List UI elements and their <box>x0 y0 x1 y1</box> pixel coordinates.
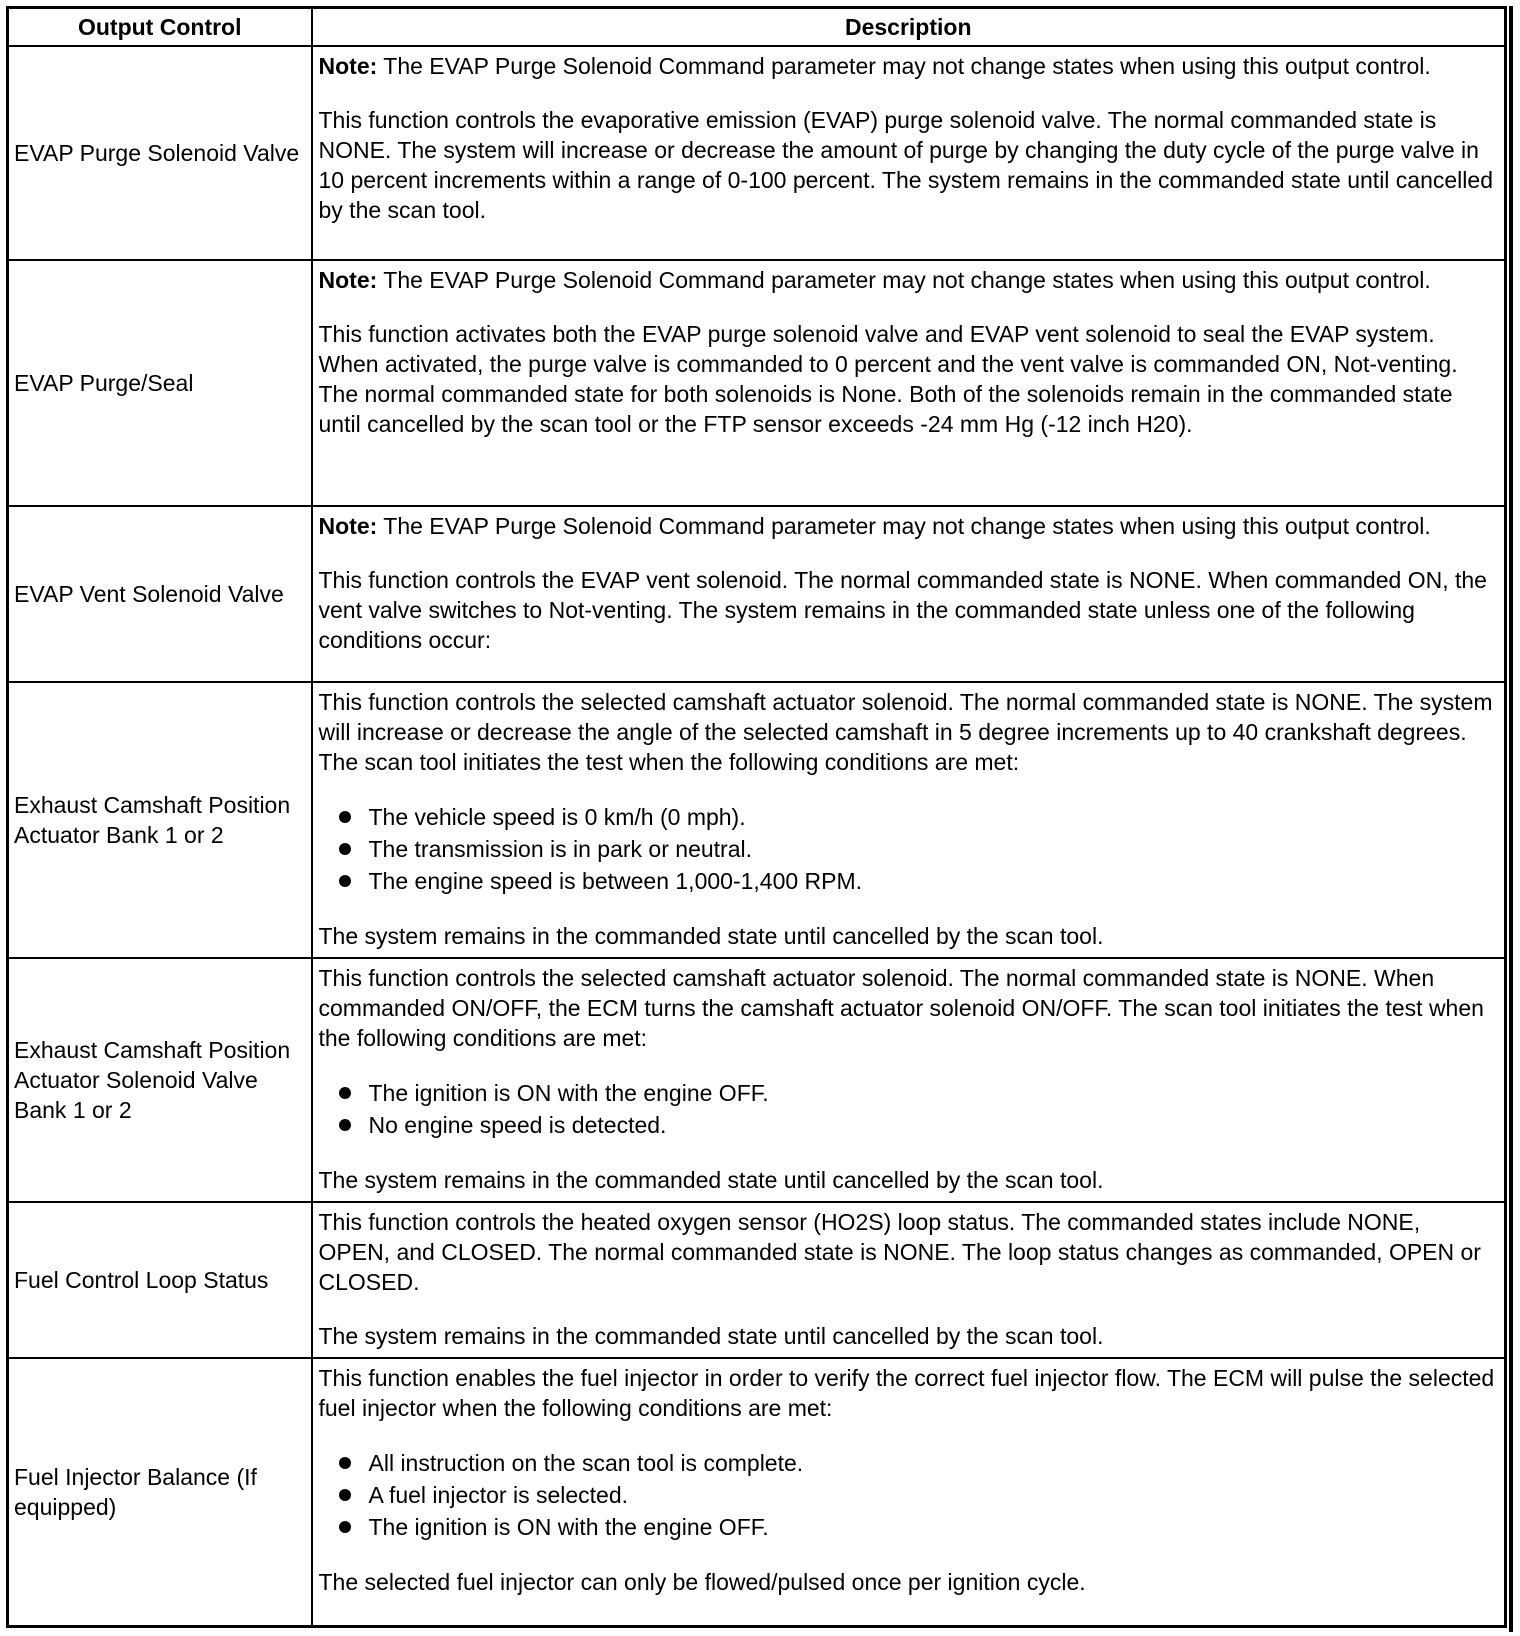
note-paragraph <box>319 265 1499 295</box>
output-control-table-frame <box>6 6 1504 1622</box>
table-header-row <box>8 8 1506 47</box>
table-row <box>8 1358 1506 1626</box>
output-control-cell: EVAP Purge/Seal <box>8 260 312 506</box>
description-paragraph: This function controls the selected camshaft actuator solenoid. The normal commanded state is NONE. When commanded ON/OFF, the ECM turns the camshaft actuator solenoid ON/OFF. The scan tool initiates the test when the following conditions are met: <box>318 965 1484 1051</box>
output-control-cell: Exhaust Camshaft Position Actuator Bank 1 or 2 <box>8 682 312 958</box>
list-item: All instruction on the scan tool is complete. <box>319 1447 1499 1479</box>
description-cell <box>312 682 1506 958</box>
description-cell <box>312 260 1506 506</box>
description-paragraph: The selected fuel injector can only be flowed/pulsed once per ignition cycle. <box>318 1569 1086 1595</box>
description-paragraph: This function controls the EVAP vent solenoid. The normal commanded state is NONE. When commanded ON, the vent valve switches to Not-venting. The system remains in the commanded state unless one of the following conditions occur: <box>318 567 1487 653</box>
note-paragraph <box>319 511 1499 541</box>
list-item: The vehicle speed is 0 km/h (0 mph). <box>319 801 1499 833</box>
output-control-cell: Fuel Control Loop Status <box>8 1202 312 1358</box>
note-text: The EVAP Purge Solenoid Command parameter may not change states when using this output control. <box>383 267 1431 293</box>
table-row <box>8 958 1506 1202</box>
bullet-icon <box>339 1087 351 1099</box>
bullet-icon <box>339 843 351 855</box>
description-paragraph: This function controls the selected camshaft actuator solenoid. The normal commanded state is NONE. The system will increase or decrease the angle of the selected camshaft in 5 degree increments up to 40 crankshaft degrees. The scan tool initiates the test when the following conditions are met: <box>318 689 1493 775</box>
note-label: Note: <box>318 513 378 539</box>
column-header-output-control: Output Control <box>8 8 312 47</box>
description-paragraph: The system remains in the commanded state until cancelled by the scan tool. <box>318 923 1104 949</box>
description-paragraph: This function controls the evaporative emission (EVAP) purge solenoid valve. The normal commanded state is NONE. The system will increase or decrease the amount of purge by changing the duty cycle of the purge valve in 10 percent increments within a range of 0-100 percent. The system remains in the commanded state until cancelled by the scan tool. <box>318 107 1493 223</box>
bullet-icon <box>339 1457 351 1469</box>
description-paragraph: The system remains in the commanded state until cancelled by the scan tool. <box>318 1323 1104 1349</box>
list-item: The ignition is ON with the engine OFF. <box>319 1077 1499 1109</box>
table-row <box>8 682 1506 958</box>
condition-list <box>319 1447 1499 1543</box>
table-row <box>8 46 1506 260</box>
condition-list <box>319 1077 1499 1141</box>
table-row <box>8 506 1506 682</box>
list-item: The engine speed is between 1,000-1,400 RPM. <box>319 865 1499 897</box>
list-item: A fuel injector is selected. <box>319 1479 1499 1511</box>
list-item: No engine speed is detected. <box>319 1109 1499 1141</box>
output-control-table <box>6 6 1507 1628</box>
note-label: Note: <box>318 267 378 293</box>
output-control-cell: EVAP Vent Solenoid Valve <box>8 506 312 682</box>
bullet-icon <box>339 1119 351 1131</box>
description-paragraph: The system remains in the commanded state until cancelled by the scan tool. <box>318 1167 1104 1193</box>
description-cell <box>312 1202 1506 1358</box>
description-cell <box>312 1358 1506 1626</box>
description-paragraph: This function activates both the EVAP purge solenoid valve and EVAP vent solenoid to seal the EVAP system. When activated, the purge valve is commanded to 0 percent and the vent valve is commanded ON, Not-venting. The normal commanded state for both solenoids is None. Both of the solenoids remain in the commanded state until cancelled by the scan tool or the FTP sensor exceeds -24 mm Hg (-12 inch H20). <box>318 321 1458 437</box>
description-paragraph: This function controls the heated oxygen sensor (HO2S) loop status. The commanded states include NONE, OPEN, and CLOSED. The normal commanded state is NONE. The loop status changes as commanded, OPEN or CLOSED. <box>318 1209 1481 1295</box>
bullet-icon <box>339 875 351 887</box>
condition-list <box>319 801 1499 897</box>
table-row <box>8 260 1506 506</box>
bullet-icon <box>339 811 351 823</box>
output-control-cell: EVAP Purge Solenoid Valve <box>8 46 312 260</box>
list-item: The ignition is ON with the engine OFF. <box>319 1511 1499 1543</box>
bullet-icon <box>339 1489 351 1501</box>
note-text: The EVAP Purge Solenoid Command parameter may not change states when using this output control. <box>383 513 1431 539</box>
column-header-description: Description <box>312 8 1506 47</box>
note-text: The EVAP Purge Solenoid Command parameter may not change states when using this output control. <box>383 53 1431 79</box>
description-cell <box>312 506 1506 682</box>
description-cell <box>312 958 1506 1202</box>
bullet-icon <box>339 1521 351 1533</box>
output-control-cell: Fuel Injector Balance (If equipped) <box>8 1358 312 1626</box>
list-item: The transmission is in park or neutral. <box>319 833 1499 865</box>
description-cell <box>312 46 1506 260</box>
note-label: Note: <box>318 53 378 79</box>
description-paragraph: This function enables the fuel injector in order to verify the correct fuel injector flow. The ECM will pulse the selected fuel injector when the following conditions are met: <box>318 1365 1495 1421</box>
output-control-cell: Exhaust Camshaft Position Actuator Solenoid Valve Bank 1 or 2 <box>8 958 312 1202</box>
table-row <box>8 1202 1506 1358</box>
note-paragraph <box>319 51 1499 81</box>
page-right-border <box>1509 6 1513 1632</box>
